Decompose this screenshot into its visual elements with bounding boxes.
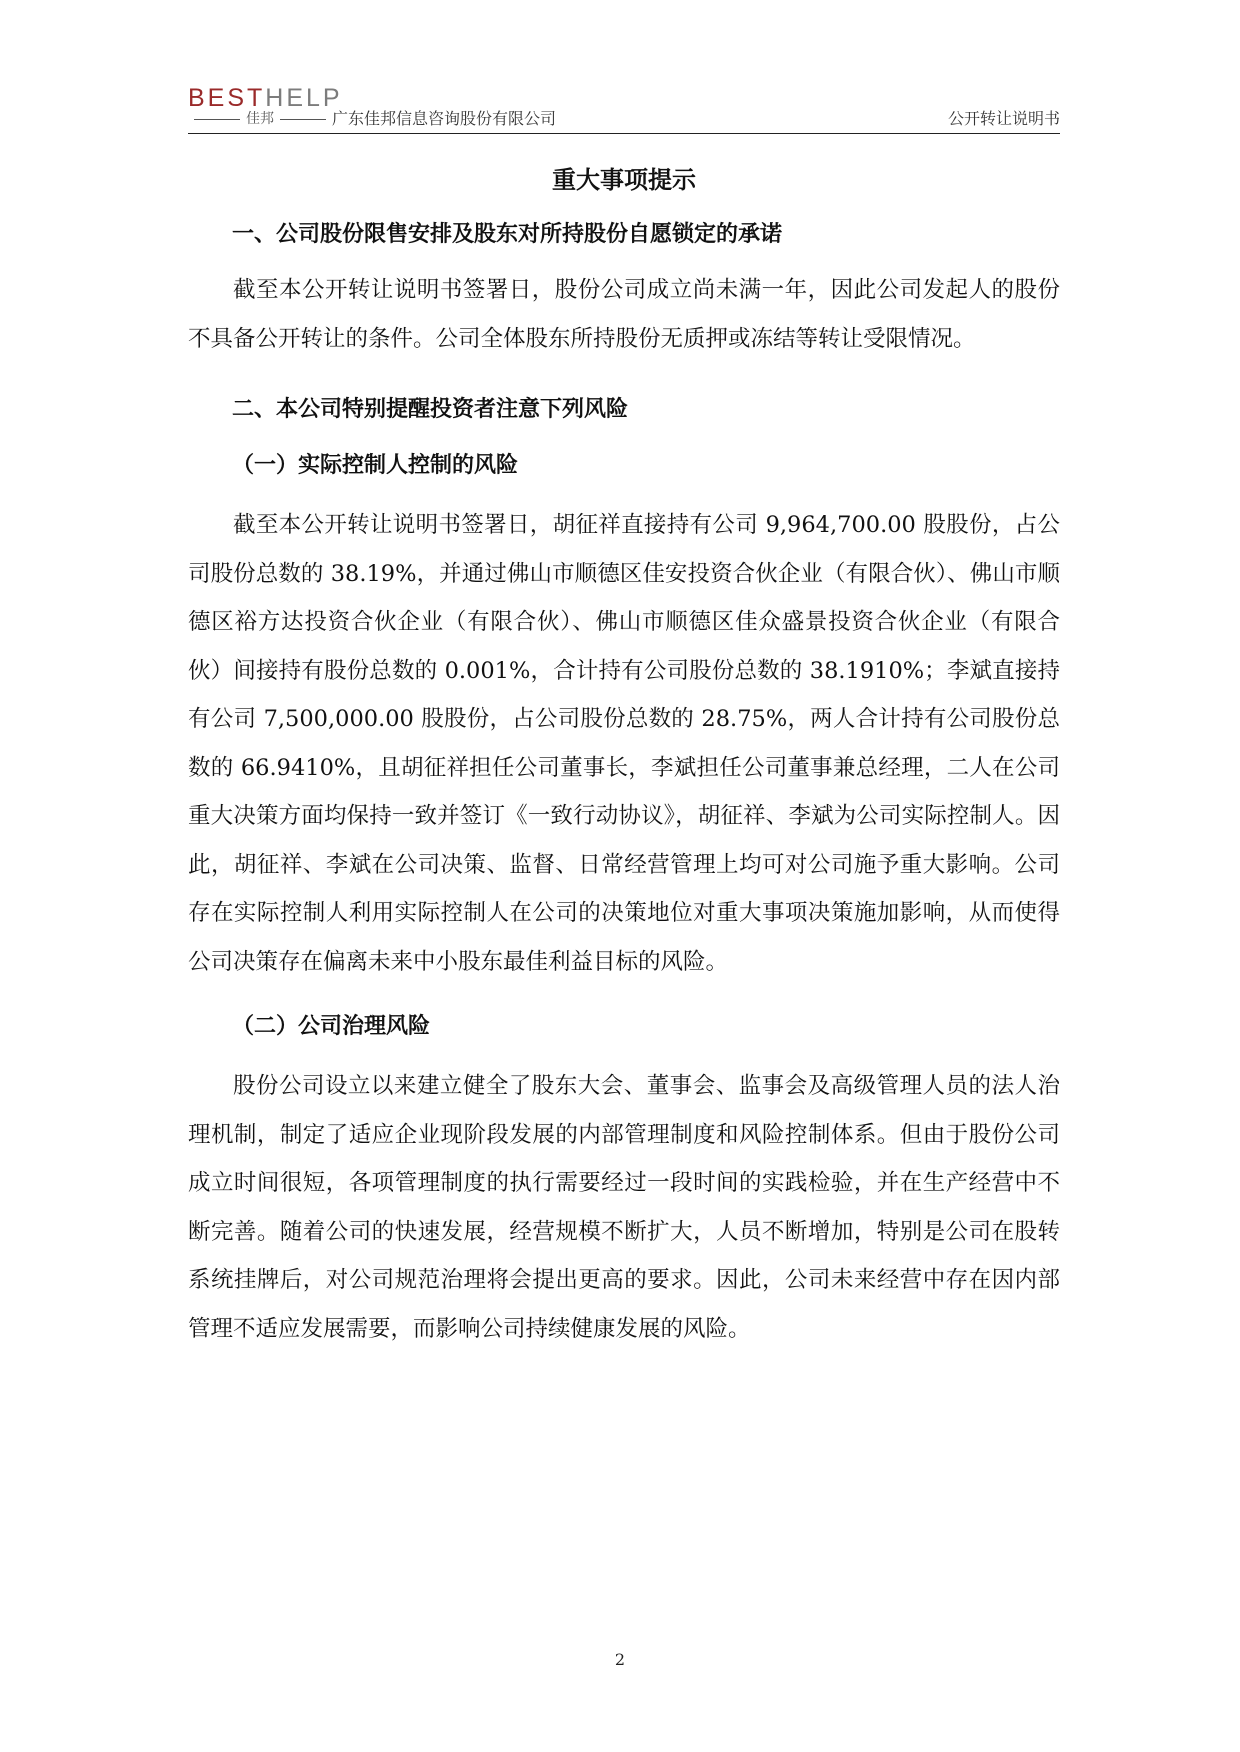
section-heading-1: 一、公司股份限售安排及股东对所持股份自愿锁定的承诺 bbox=[232, 221, 783, 247]
subsection-heading-2: （二）公司治理风险 bbox=[232, 1013, 431, 1039]
section-1-paragraph: 截至本公开转让说明书签署日，股份公司成立尚未满一年，因此公司发起人的股份不具备公开转让的条件。公司全体股东所持股份无质押或冻结等转让受限情况。 bbox=[188, 277, 1060, 352]
page-number: 2 bbox=[614, 1650, 626, 1669]
logo-dash-right bbox=[280, 119, 326, 120]
page-header bbox=[188, 72, 1060, 132]
section-heading-2: 二、本公司特别提醒投资者注意下列风险 bbox=[232, 396, 629, 422]
subsection-heading-1: （一）实际控制人控制的风险 bbox=[232, 452, 519, 478]
page-title: 重大事项提示 bbox=[552, 165, 696, 194]
company-name: 广东佳邦信息咨询股份有限公司 bbox=[332, 109, 557, 128]
subsection-1-paragraph: 截至本公开转让说明书签署日，胡征祥直接持有公司 9,964,700.00 股股份，占公司股份总数的 38.19%，并通过佛山市顺德区佳安投资合伙企业（有限合伙）、佛山市顺德区裕方达投资合伙企业（有限合伙）、佛山市顺德区佳众盛景投资合伙企业（有限合伙）间接持有股份总数的 0.001%，合计持有公司股份总数的 38.1910%；李斌直接持有公司 7,500,000.00 股股份，占公司股份总数的 28.75%，两人合计持有公司股份总数的 66.9410%，且胡征祥担任公司董事长，李斌担任公司董事兼总经理，二人在公司重大决策方面均保持一致并签订《一致行动协议》，胡征祥、李斌为公司实际控制人。因此，胡征祥、李斌在公司决策、监督、日常经营管理上均可对公司施予重大影响。公司存在实际控制人利用实际控制人在公司的决策地位对重大事项决策施加影响，从而使得公司决策存在偏离未来中小股东最佳利益目标的风险。 bbox=[188, 512, 1060, 975]
besthelp-logo: BESTHELP bbox=[188, 84, 343, 112]
header-rule bbox=[188, 133, 1060, 134]
header-company-row bbox=[188, 108, 556, 130]
logo-dash-left bbox=[194, 119, 240, 120]
document-type: 公开转让说明书 bbox=[947, 109, 1060, 128]
subsection-2-paragraph: 股份公司设立以来建立健全了股东大会、董事会、监事会及高级管理人员的法人治理机制，制定了适应企业现阶段发展的内部管理制度和风险控制体系。但由于股份公司成立时间很短，各项管理制度的执行需要经过一段时间的实践检验，并在生产经营中不断完善。随着公司的快速发展，经营规模不断扩大，人员不断增加，特别是公司在股转系统挂牌后，对公司规范治理将会提出更高的要求。因此，公司未来经营中存在因内部管理不适应发展需要，而影响公司持续健康发展的风险。 bbox=[188, 1073, 1060, 1342]
page-content bbox=[188, 160, 1060, 1353]
logo-chinese-name: 佳邦 bbox=[246, 111, 274, 127]
